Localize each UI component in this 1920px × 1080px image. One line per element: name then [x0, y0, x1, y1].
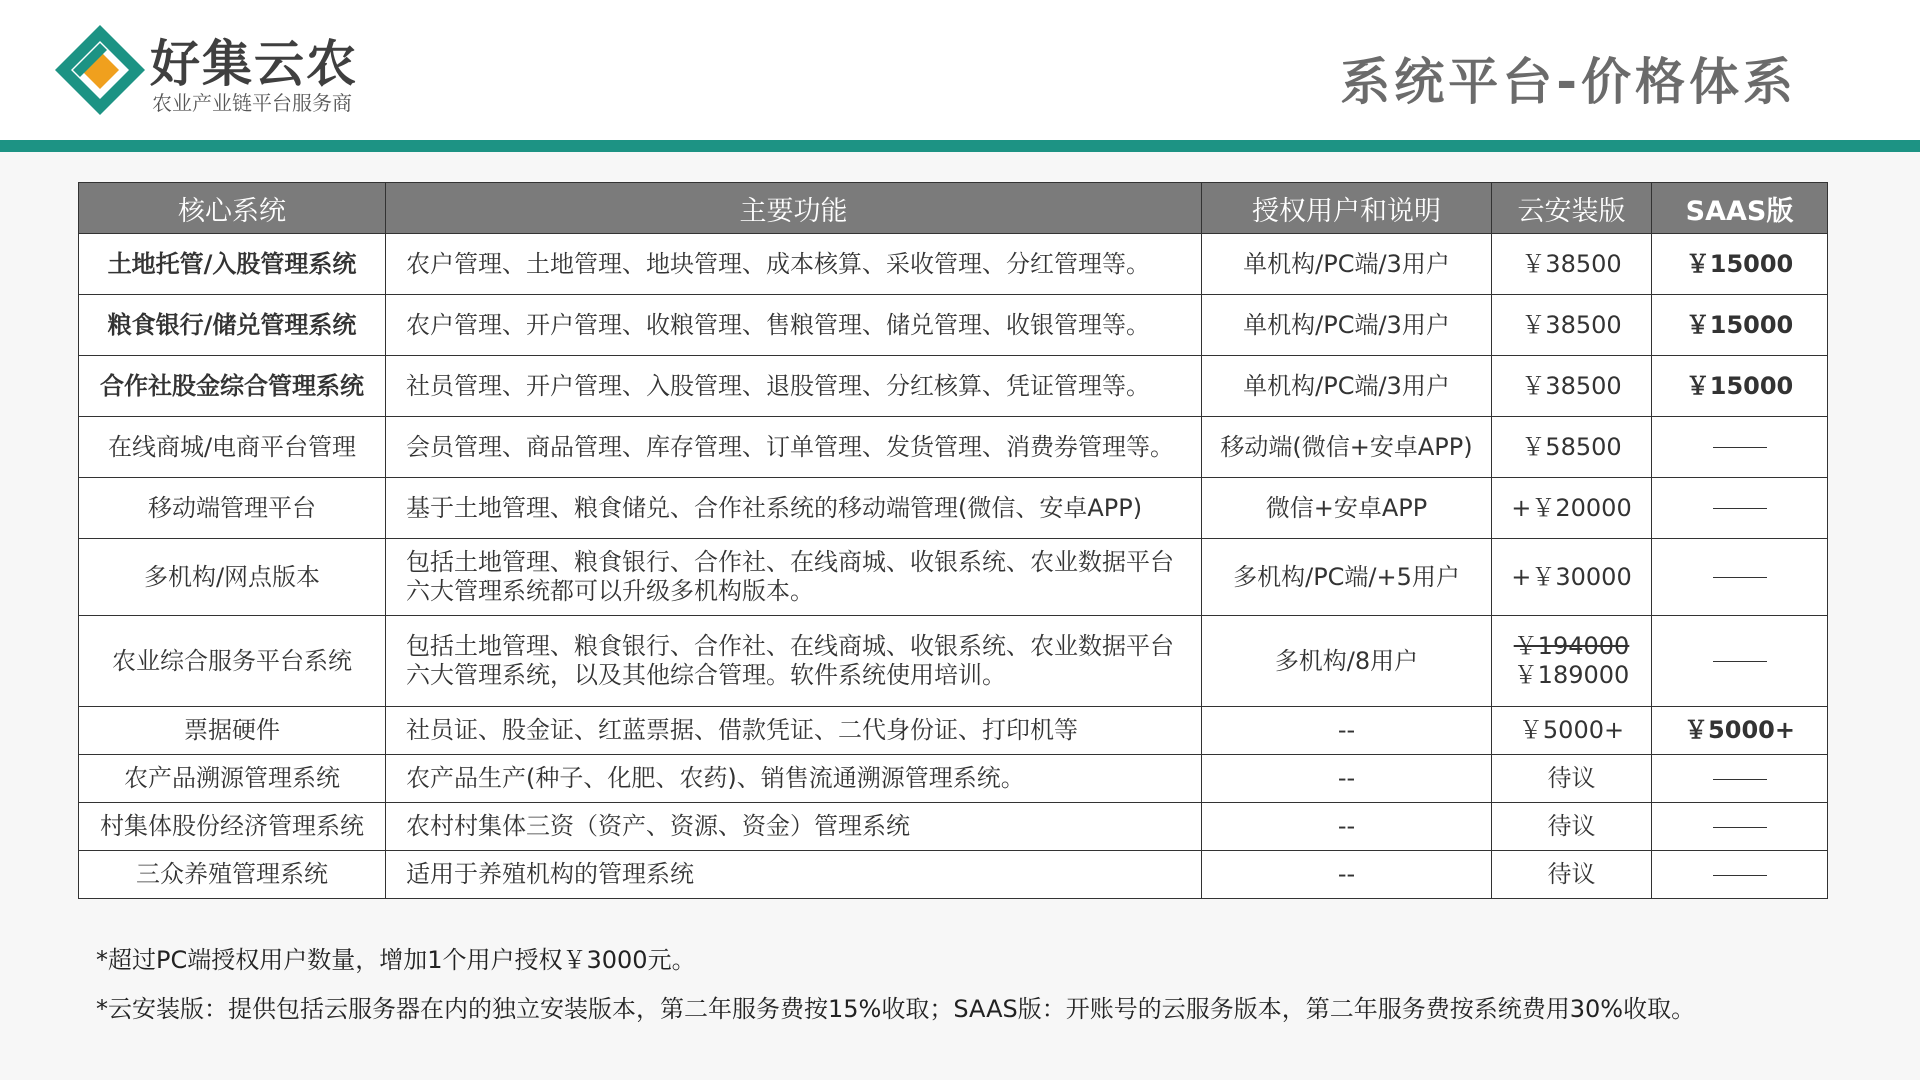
system-function: 社员证、股金证、红蓝票据、借款凭证、二代身份证、打印机等: [386, 707, 1202, 755]
saas-none: [1652, 616, 1828, 707]
auth-users: 单机构/PC端/3用户: [1202, 234, 1492, 295]
system-name: 农产品溯源管理系统: [79, 755, 386, 803]
system-name: 多机构/网点版本: [79, 539, 386, 616]
table-row: [79, 356, 1828, 417]
content-area: [0, 152, 1920, 1080]
auth-users: --: [1202, 803, 1492, 851]
system-name: 在线商城/电商平台管理: [79, 417, 386, 478]
system-function: 农户管理、土地管理、地块管理、成本核算、采收管理、分红管理等。: [386, 234, 1202, 295]
footnotes: [96, 940, 1695, 1038]
cloud-price: +￥30000: [1492, 539, 1652, 616]
auth-users: --: [1202, 851, 1492, 899]
system-function: 农村村集体三资（资产、资源、资金）管理系统: [386, 803, 1202, 851]
table-row: [79, 755, 1828, 803]
system-name: 土地托管/入股管理系统: [79, 234, 386, 295]
saas-price: ￥15000: [1652, 295, 1828, 356]
table-row: [79, 234, 1828, 295]
table-row: [79, 851, 1828, 899]
cloud-price: ￥38500: [1492, 234, 1652, 295]
header-auth-users: 授权用户和说明: [1202, 183, 1492, 234]
system-function: [386, 539, 1202, 616]
cloud-price: [1492, 616, 1652, 707]
auth-users: 单机构/PC端/3用户: [1202, 295, 1492, 356]
system-function: 会员管理、商品管理、库存管理、订单管理、发货管理、消费券管理等。: [386, 417, 1202, 478]
function-line-1: 包括土地管理、粮食银行、合作社、在线商城、收银系统、农业数据平台: [406, 548, 1174, 576]
auth-users: 多机构/PC端/+5用户: [1202, 539, 1492, 616]
table-row: [79, 803, 1828, 851]
footnote-user-license: *超过PC端授权用户数量，增加1个用户授权￥3000元。: [96, 946, 696, 974]
table-row: [79, 478, 1828, 539]
footnote-version-explanation: *云安装版：提供包括云服务器在内的独立安装版本，第二年服务费按15%收取；SAAS版：开账号的云服务版本，第二年服务费按系统费用30%收取。: [96, 995, 1696, 1023]
function-line-2: 六大管理系统都可以升级多机构版本。: [406, 577, 814, 605]
header-saas: SAAS版: [1652, 183, 1828, 234]
page-title: 系统平台-价格体系: [1340, 53, 1797, 111]
cloud-price: ￥58500: [1492, 417, 1652, 478]
table-row: [79, 417, 1828, 478]
cloud-price: ￥38500: [1492, 295, 1652, 356]
cloud-price: 待议: [1492, 755, 1652, 803]
system-name: 农业综合服务平台系统: [79, 616, 386, 707]
auth-users: 单机构/PC端/3用户: [1202, 356, 1492, 417]
saas-none: [1652, 851, 1828, 899]
auth-users: 微信+安卓APP: [1202, 478, 1492, 539]
saas-none: [1652, 539, 1828, 616]
table-row: [79, 616, 1828, 707]
auth-users: --: [1202, 707, 1492, 755]
system-name: 移动端管理平台: [79, 478, 386, 539]
dash-line: [1713, 875, 1767, 876]
system-name: 村集体股份经济管理系统: [79, 803, 386, 851]
dash-line: [1713, 827, 1767, 828]
original-price: ￥194000: [1513, 632, 1630, 660]
saas-none: [1652, 417, 1828, 478]
header-divider: [0, 140, 1920, 152]
dash-line: [1713, 661, 1767, 662]
table-row: [79, 295, 1828, 356]
system-name: 票据硬件: [79, 707, 386, 755]
page-header: [0, 0, 1920, 140]
system-function: 社员管理、开户管理、入股管理、退股管理、分红核算、凭证管理等。: [386, 356, 1202, 417]
saas-price: ￥5000+: [1652, 707, 1828, 755]
dash-line: [1713, 779, 1767, 780]
auth-users: 多机构/8用户: [1202, 616, 1492, 707]
auth-users: --: [1202, 755, 1492, 803]
system-function: [386, 616, 1202, 707]
saas-price: ￥15000: [1652, 356, 1828, 417]
discount-price: ￥189000: [1513, 661, 1630, 689]
header-cloud-install: 云安装版: [1492, 183, 1652, 234]
function-line-1: 包括土地管理、粮食银行、合作社、在线商城、收银系统、农业数据平台: [406, 632, 1174, 660]
saas-price: ￥15000: [1652, 234, 1828, 295]
system-name: 粮食银行/储兑管理系统: [79, 295, 386, 356]
table-row: [79, 539, 1828, 616]
dash-line: [1713, 447, 1767, 448]
cloud-price: ￥38500: [1492, 356, 1652, 417]
function-line-2: 六大管理系统，以及其他综合管理。软件系统使用培训。: [406, 661, 1006, 689]
cloud-price: 待议: [1492, 803, 1652, 851]
header-main-function: 主要功能: [386, 183, 1202, 234]
system-function: 适用于养殖机构的管理系统: [386, 851, 1202, 899]
auth-users: 移动端(微信+安卓APP): [1202, 417, 1492, 478]
header-core-system: 核心系统: [79, 183, 386, 234]
system-function: 基于土地管理、粮食储兑、合作社系统的移动端管理(微信、安卓APP): [386, 478, 1202, 539]
logo-icon: [55, 25, 145, 115]
price-table: [78, 182, 1828, 899]
brand-tagline: 农业产业链平台服务商: [152, 91, 352, 115]
saas-none: [1652, 803, 1828, 851]
system-function: 农产品生产(种子、化肥、农药)、销售流通溯源管理系统。: [386, 755, 1202, 803]
dash-line: [1713, 577, 1767, 578]
system-name: 合作社股金综合管理系统: [79, 356, 386, 417]
saas-none: [1652, 755, 1828, 803]
dash-line: [1713, 508, 1767, 509]
cloud-price: 待议: [1492, 851, 1652, 899]
cloud-price: +￥20000: [1492, 478, 1652, 539]
table-row: [79, 707, 1828, 755]
saas-none: [1652, 478, 1828, 539]
table-header-row: [79, 183, 1828, 234]
system-function: 农户管理、开户管理、收粮管理、售粮管理、储兑管理、收银管理等。: [386, 295, 1202, 356]
system-name: 三众养殖管理系统: [79, 851, 386, 899]
cloud-price: ￥5000+: [1492, 707, 1652, 755]
brand-name: 好集云农: [150, 35, 358, 93]
